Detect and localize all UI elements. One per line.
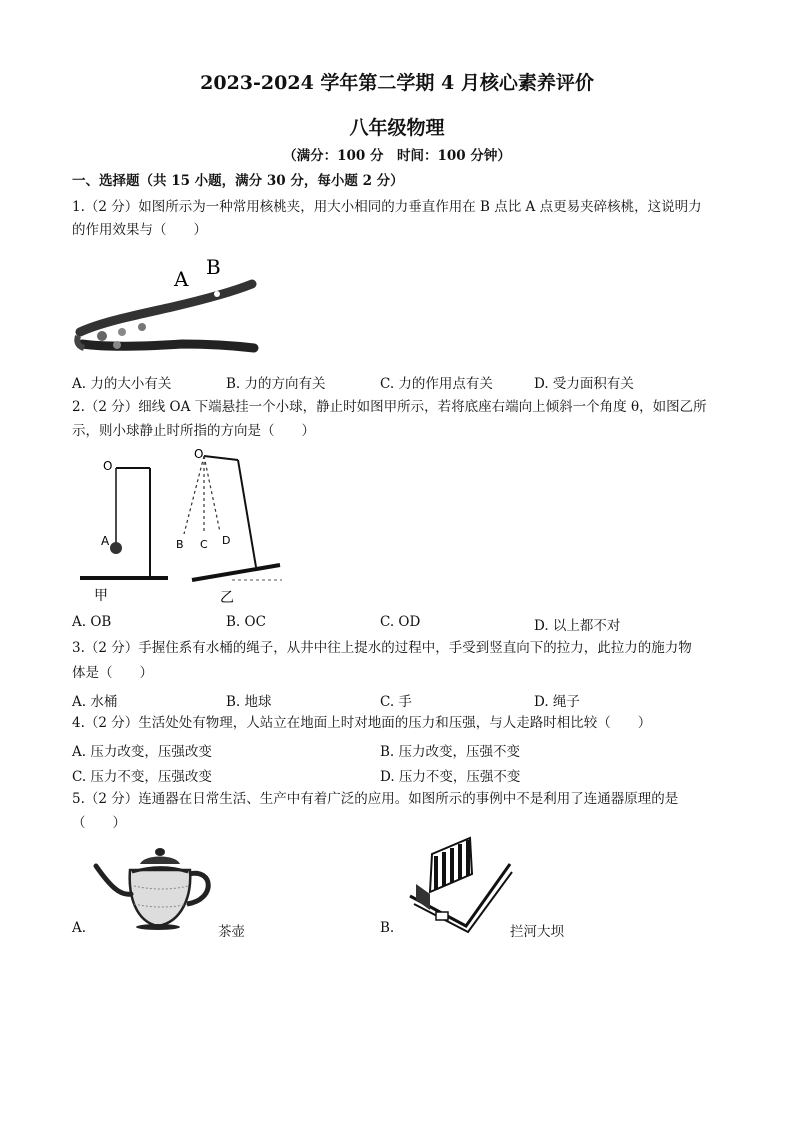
q5-option-a[interactable]: A. [72,920,87,936]
question-5-line-2: （ ） [72,815,126,831]
yi-c-label: C [200,538,208,551]
point-a-label: A [174,267,189,291]
q4-option-a[interactable]: A. 压力改变，压强改变 [72,744,212,760]
q4-option-d[interactable]: D. 压力不变，压强不变 [380,769,521,785]
q2-option-d[interactable]: D. 以上都不对 [534,618,621,634]
question-2-line-2: 示，则小球静止时所指的方向是（ ） [72,423,315,439]
exam-info: （满分：100 分 时间：100 分钟） [283,148,511,164]
point-b-label: B [206,255,221,279]
jia-a-label: A [101,534,110,548]
teapot-caption: 茶壶 [218,924,245,940]
q5-option-b[interactable]: B. [380,920,395,936]
section-heading: 一、选择题（共 15 小题，满分 30 分，每小题 2 分） [72,173,404,189]
q4-option-c[interactable]: C. 压力不变，压强改变 [72,769,212,785]
q2-option-b[interactable]: B. OC [226,614,266,630]
q1-option-a[interactable]: A. 力的大小有关 [72,376,172,392]
question-3-line-1: 3.（2 分）手握住系有水桶的绳子，从井中往上提水的过程中，手受到竖直向下的拉力，此拉力的施力物 [72,640,692,656]
q3-option-a[interactable]: A. 水桶 [72,694,118,710]
figure-jia-label: 甲 [94,588,108,604]
q1-option-c[interactable]: C. 力的作用点有关 [380,376,493,392]
page-title: 2023-2024 学年第二学期 4 月核心素养评价 [200,72,594,94]
figure-yi-label: 乙 [220,590,234,606]
jia-o-label: O [103,459,113,473]
yi-d-label: D [222,534,231,547]
yi-b-label: B [176,538,184,551]
q1-option-b[interactable]: B. 力的方向有关 [226,376,326,392]
question-3-line-2: 体是（ ） [72,665,153,681]
q2-option-c[interactable]: C. OD [380,614,421,630]
dam-caption: 拦河大坝 [510,924,564,940]
question-5-line-1: 5.（2 分）连通器在日常生活、生产中有着广泛的应用。如图所示的事例中不是利用了连通器原理的是 [72,791,679,807]
q1-option-d[interactable]: D. 受力面积有关 [534,376,634,392]
nutcracker-figure [72,252,262,362]
question-2-line-1: 2.（2 分）细线 OA 下端悬挂一个小球，静止时如图甲所示，若将底座右端向上倾斜一个角度 θ，如图乙所 [72,399,707,415]
q3-option-c[interactable]: C. 手 [380,694,412,710]
question-1-line-2: 的作用效果与（ ） [72,222,207,238]
pendulum-figure [72,448,292,608]
q3-option-d[interactable]: D. 绳子 [534,694,580,710]
question-1-line-1: 1.（2 分）如图所示为一种常用核桃夹，用大小相同的力垂直作用在 B 点比 A 点更易夹碎核桃，这说明力 [72,199,702,215]
yi-o-label: O [194,447,204,461]
q3-option-b[interactable]: B. 地球 [226,694,272,710]
subject-title: 八年级物理 [349,117,445,139]
dam-figure [402,834,514,934]
q2-option-a[interactable]: A. OB [72,614,112,630]
q4-option-b[interactable]: B. 压力改变，压强不变 [380,744,521,760]
question-4-line-1: 4.（2 分）生活处处有物理，人站立在地面上时对地面的压力和压强，与人走路时相比较（ ） [72,715,652,731]
teapot-figure [92,844,214,932]
